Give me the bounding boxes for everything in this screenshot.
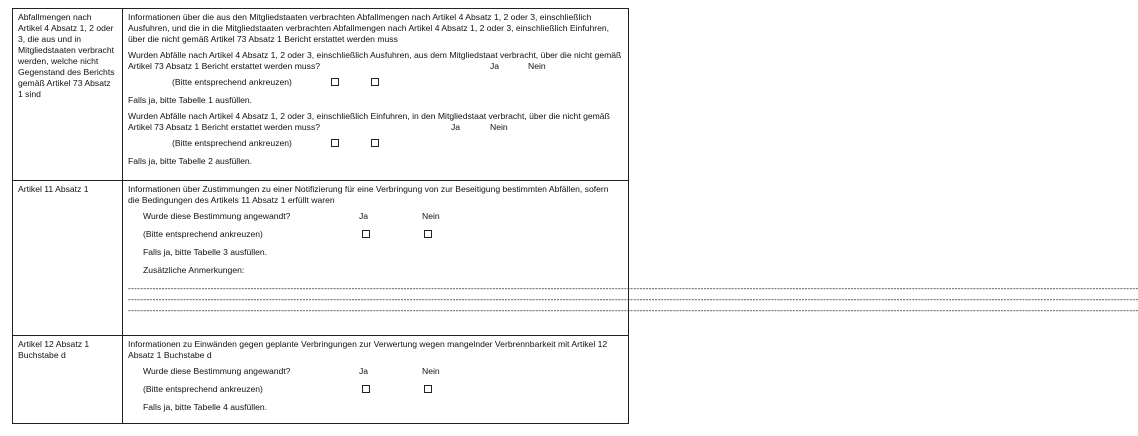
nein-label: Nein: [490, 122, 508, 132]
fill-instruction: Falls ja, bitte Tabelle 3 ausfüllen.: [143, 247, 268, 257]
checkbox-ausfuhr-nein[interactable]: [371, 78, 379, 86]
row-label-artikel-12: Artikel 12 Absatz 1 Buchstabe d: [13, 336, 123, 424]
question-text: Wurde diese Bestimmung angewandt?: [143, 211, 291, 221]
reporting-table: [12, 8, 1138, 424]
ja-label: Ja: [490, 61, 500, 71]
question-ausfuhr: [128, 50, 622, 72]
checkbox-einfuhr-nein[interactable]: [371, 139, 379, 147]
table-row: [13, 9, 629, 181]
checkbox-ausfuhr-ja[interactable]: [331, 78, 339, 86]
remarks-line[interactable]: ------------------------------------------------------------------------------------------------------------------------------------------------------------------------------------------------------------------------------------------------------------------------------------------------------------------------------------------: [128, 283, 1138, 293]
checkbox-row-einfuhr: [128, 138, 622, 150]
tick-instruction: (Bitte entsprechend ankreuzen): [172, 77, 292, 87]
nein-label: Nein: [422, 211, 440, 221]
fill-row: [128, 402, 622, 414]
question-einfuhr-text: Wurden Abfälle nach Artikel 4 Absatz 1, 2 oder 3, einschließlich Einfuhren, in den Mitgliedstaat verbracht, über die nicht gemäß Artikel 73 Absatz 1 Bericht erstattet werden muss?: [128, 111, 610, 132]
fill-row: [128, 247, 622, 259]
nein-label: Nein: [528, 61, 546, 71]
table-row: [13, 336, 629, 424]
question-row: [128, 211, 622, 223]
checkbox-row: [128, 229, 622, 241]
checkbox-artikel11-ja[interactable]: [362, 230, 370, 238]
checkbox-einfuhr-ja[interactable]: [331, 139, 339, 147]
ja-label: Ja: [451, 122, 461, 132]
row-label-artikel-11: Artikel 11 Absatz 1: [13, 181, 123, 336]
intro-text: Informationen über die aus den Mitgliedstaaten verbrachten Abfallmengen nach Artikel 4 Absatz 1, 2 oder 3, einschließlich Ausfuhren, und die in die Mitgliedstaaten verbrachten Abfallmengen nach Artikel 4 Absatz 1, 2 oder 3, einschließlich Einfuhren, über die nicht gemäß Artikel 73 Absatz 1 Bericht erstattet werden muss: [128, 12, 610, 44]
checkbox-artikel12-ja[interactable]: [362, 385, 370, 393]
nein-label: Nein: [422, 366, 440, 376]
table-row: [13, 181, 629, 336]
checkbox-artikel12-nein[interactable]: [424, 385, 432, 393]
tick-instruction: (Bitte entsprechend ankreuzen): [143, 384, 263, 394]
question-ausfuhr-text: Wurden Abfälle nach Artikel 4 Absatz 1, 2 oder 3, einschließlich Ausfuhren, aus dem Mitgliedstaat verbracht, über die nicht gemäß Artikel 73 Absatz 1 Bericht erstattet werden muss?: [128, 50, 622, 71]
checkbox-row: [128, 384, 622, 396]
ja-label: Ja: [359, 366, 369, 376]
ja-label: Ja: [359, 211, 369, 221]
question-row: [128, 366, 622, 378]
checkbox-artikel11-nein[interactable]: [424, 230, 432, 238]
intro-text: Informationen über Zustimmungen zu einer Notifizierung für eine Verbringung von zur Beseitigung bestimmten Abfällen, sofern die Bedingungen des Artikels 11 Absatz 1 erfüllt waren: [128, 184, 609, 205]
row-label-abfallmengen: Abfallmengen nach Artikel 4 Absatz 1, 2 oder 3, die aus und in Mitgliedstaaten verbracht werden, welche nicht Gegenstand des Berichts gemäß Artikel 73 Absatz 1 sind: [13, 9, 123, 181]
fill-instruction: Falls ja, bitte Tabelle 1 ausfüllen.: [128, 95, 253, 105]
remarks-line[interactable]: ------------------------------------------------------------------------------------------------------------------------------------------------------------------------------------------------------------------------------------------------------------------------------------------------------------------------------------------: [128, 305, 1138, 315]
fill-instruction: Falls ja, bitte Tabelle 2 ausfüllen.: [128, 156, 253, 166]
question-einfuhr: [128, 111, 622, 133]
remarks-label: Zusätzliche Anmerkungen:: [143, 265, 245, 275]
tick-instruction: (Bitte entsprechend ankreuzen): [172, 138, 292, 148]
row-content-abfallmengen: [123, 9, 629, 181]
row-content-artikel-12: [123, 336, 629, 424]
remarks-line[interactable]: ------------------------------------------------------------------------------------------------------------------------------------------------------------------------------------------------------------------------------------------------------------------------------------------------------------------------------------------: [128, 294, 1138, 304]
row-content-artikel-11: [123, 181, 1138, 336]
question-text: Wurde diese Bestimmung angewandt?: [143, 366, 291, 376]
intro-text: Informationen zu Einwänden gegen geplante Verbringungen zur Verwertung wegen mangelnder Verbrennbarkeit mit Artikel 12 Absatz 1 Buchstabe d: [128, 339, 608, 360]
tick-instruction: (Bitte entsprechend ankreuzen): [143, 229, 263, 239]
fill-instruction: Falls ja, bitte Tabelle 4 ausfüllen.: [143, 402, 268, 412]
remarks-row: [128, 265, 622, 277]
checkbox-row-ausfuhr: [128, 77, 622, 89]
